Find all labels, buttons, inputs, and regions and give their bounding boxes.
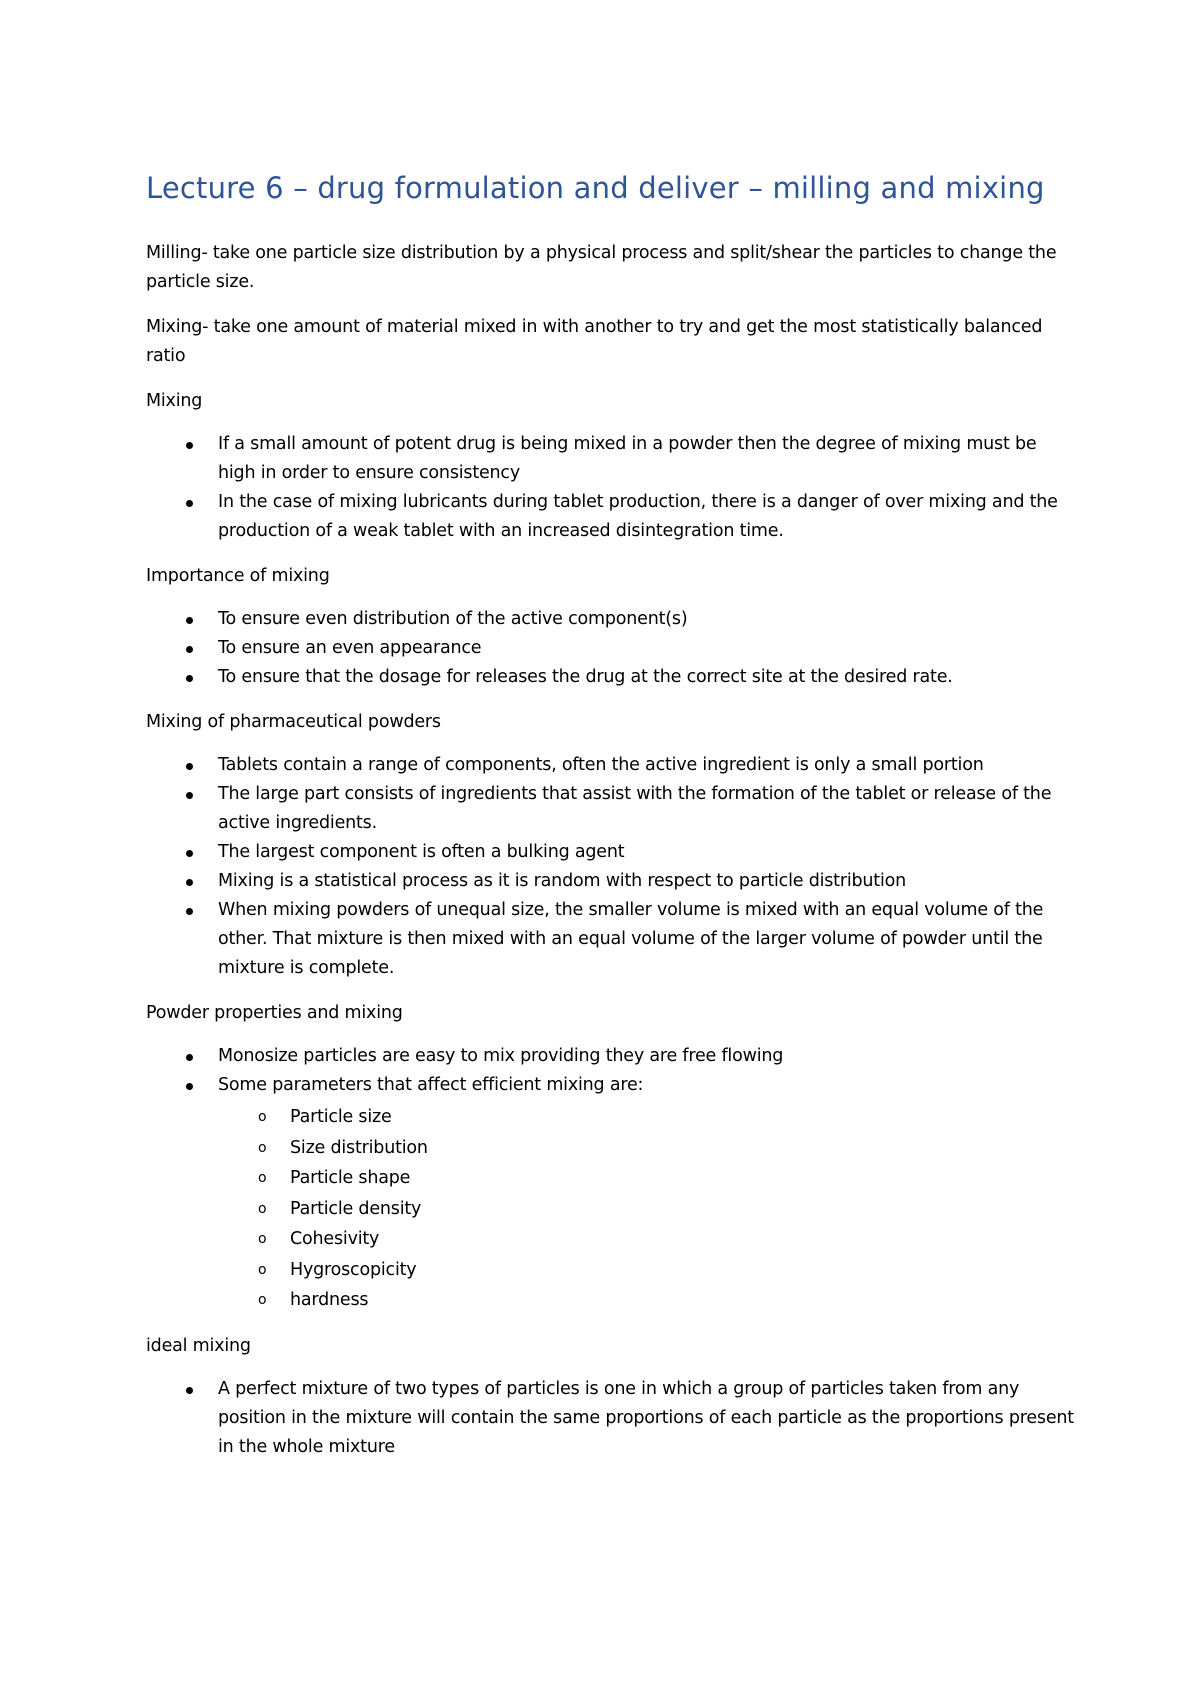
sub-list-item (218, 1133, 1076, 1164)
section-powder-properties-and-mixing (146, 999, 1076, 1316)
sub-list-item (218, 1224, 1076, 1255)
bullet-icon (186, 879, 193, 886)
bullet-icon (186, 617, 193, 624)
section-mixing (146, 387, 1076, 546)
section-ideal-mixing (146, 1332, 1076, 1462)
sub-list-item (218, 1255, 1076, 1286)
list-item (146, 751, 1076, 780)
bullet-icon (186, 675, 193, 682)
list-item-text: To ensure even distribution of the active component(s) (218, 609, 688, 629)
bullet-list (146, 1375, 1076, 1462)
sub-list-item-text: Particle shape (290, 1168, 411, 1188)
section-heading: Mixing of pharmaceutical powders (146, 712, 441, 732)
bullet-icon (186, 763, 193, 770)
hollow-bullet-icon: o (258, 1231, 267, 1247)
list-item-text: The large part consists of ingredients that assist with the formation of the tablet or release of the active ingredients. (218, 784, 1052, 833)
bullet-icon (186, 1083, 193, 1090)
list-item (146, 634, 1076, 663)
bullet-icon (186, 908, 193, 915)
list-item (146, 663, 1076, 692)
sub-list-item-text: Particle density (290, 1198, 422, 1219)
list-item-text: A perfect mixture of two types of particles is one in which a group of particles taken from any position in the mixture will contain the same proportions of each particle as the proportions present in the whole mixture (218, 1378, 1074, 1457)
list-item (146, 1375, 1076, 1462)
section-heading: Importance of mixing (146, 566, 330, 586)
sub-list-item-text: Cohesivity (290, 1229, 380, 1249)
list-item (146, 605, 1076, 634)
section-heading: Powder properties and mixing (146, 1003, 403, 1023)
list-item-text: Mixing is a statistical process as it is random with respect to particle distribution (218, 871, 907, 891)
list-item (146, 867, 1076, 896)
list-item-text: Some parameters that affect efficient mixing are: (218, 1075, 644, 1095)
list-item (146, 1042, 1076, 1071)
hollow-bullet-icon: o (258, 1170, 267, 1186)
bullet-icon (186, 850, 193, 857)
list-item (146, 896, 1076, 983)
sub-list-item (218, 1102, 1076, 1133)
list-item (146, 430, 1076, 488)
milling-definition: Milling- take one particle size distribution by a physical process and split/shear the particles to change the particle size. (146, 243, 1057, 292)
bullet-list (146, 430, 1076, 546)
hollow-bullet-icon: o (258, 1292, 267, 1308)
list-item-text: When mixing powders of unequal size, the smaller volume is mixed with an equal volume of the other. That mixture is then mixed with an equal volume of the larger volume of powder until the mixture is complete. (218, 900, 1044, 978)
bullet-icon (186, 1387, 193, 1394)
document-title: Lecture 6 – drug formulation and deliver – milling and mixing (146, 171, 1045, 205)
sub-list-item (218, 1163, 1076, 1194)
bullet-list (146, 605, 1076, 692)
sub-list-item (218, 1285, 1076, 1316)
section-heading: ideal mixing (146, 1335, 251, 1356)
list-item-text: If a small amount of potent drug is being mixed in a powder then the degree of mixing must be high in order to ensure consistency (218, 434, 1037, 483)
list-item-text: The largest component is often a bulking agent (218, 842, 625, 862)
sub-list-item-text: Particle size (290, 1107, 392, 1127)
bullet-icon (186, 442, 193, 449)
section-mixing-of-pharmaceutical-powders (146, 708, 1076, 983)
list-item (146, 780, 1076, 838)
bullet-icon (186, 792, 193, 799)
list-item-text: Monosize particles are easy to mix providing they are free flowing (218, 1046, 784, 1066)
hollow-bullet-icon: o (258, 1109, 267, 1125)
mixing-definition: Mixing- take one amount of material mixed in with another to try and get the most statistically balanced ratio (146, 317, 1043, 366)
list-item-text: To ensure an even appearance (218, 638, 482, 658)
hollow-bullet-icon: o (258, 1261, 267, 1278)
section-importance-of-mixing (146, 562, 1076, 692)
list-item-text: Tablets contain a range of components, often the active ingredient is only a small portion (218, 755, 984, 775)
document-page (146, 168, 1076, 1478)
list-item-text: In the case of mixing lubricants during tablet production, there is a danger of over mixing and the production of a weak tablet with an increased disintegration time. (218, 492, 1058, 541)
list-item (146, 488, 1076, 546)
list-item (146, 1071, 1076, 1316)
sub-bullet-list (218, 1102, 1076, 1316)
sub-list-item-text: hardness (290, 1290, 369, 1310)
sub-list-item (218, 1194, 1076, 1225)
bullet-icon (186, 1054, 193, 1061)
bullet-icon (186, 500, 193, 507)
section-heading: Mixing (146, 391, 203, 411)
hollow-bullet-icon: o (258, 1139, 267, 1156)
list-item-text: To ensure that the dosage for releases the drug at the correct site at the desired rate. (218, 667, 953, 687)
sub-list-item-text: Size distribution (290, 1137, 428, 1158)
hollow-bullet-icon: o (258, 1200, 267, 1217)
bullet-list (146, 1042, 1076, 1316)
sub-list-item-text: Hygroscopicity (290, 1259, 417, 1280)
bullet-icon (186, 646, 193, 653)
list-item (146, 838, 1076, 867)
bullet-list (146, 751, 1076, 983)
